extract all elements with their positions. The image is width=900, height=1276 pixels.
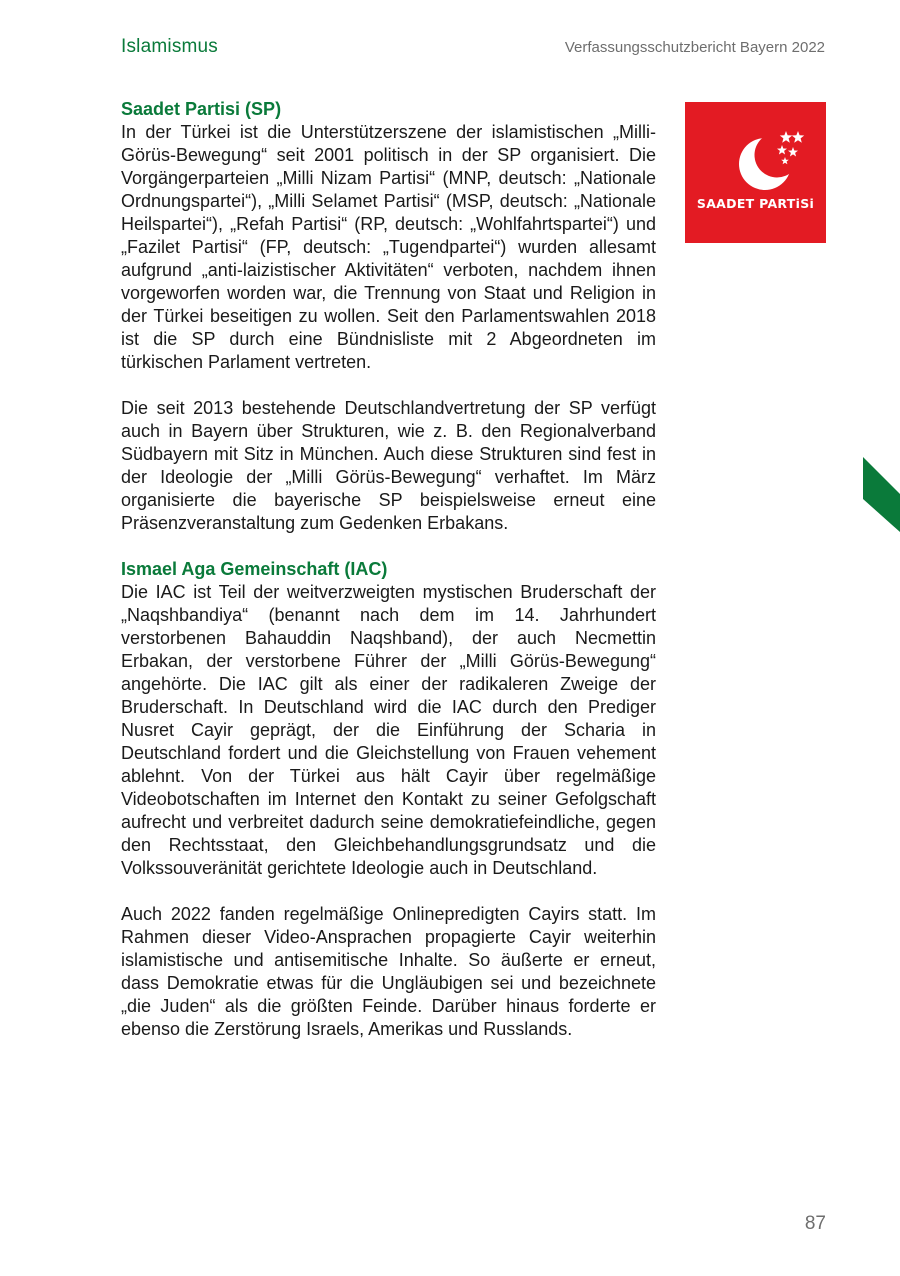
logo-wordmark: SAADET PARTiSi xyxy=(696,196,815,211)
section-title-sp: Saadet Partisi (SP) xyxy=(121,99,282,119)
running-header-publication: Verfassungsschutzbericht Bayern 2022 xyxy=(564,39,825,56)
main-content xyxy=(121,98,656,1041)
paragraph-iac-2: Auch 2022 fanden regelmäßige Onlinepredigten Cayirs statt. Im Rahmen dieser Video-Ansprachen propagierte Cayir weiterhin islamistische und antisemitische Inhalte. So äußerte er erneut, dass Demokratie etwas für die Ungläubigen sei und bezeichnete „die Juden“ als die größten Feinde. Darüber hinaus forderte er ebenso die Zerstörung Israels, Amerikas und Russlands. xyxy=(121,904,656,1039)
paragraph-sp-2: Die seit 2013 bestehende Deutschlandvertretung der SP verfügt auch in Bayern über Strukturen, wie z. B. den Regionalverband Südbayern mit Sitz in München. Auch diese Strukturen sind fest in der Ideologie der „Milli Görüs-Bewegung“ verhaftet. Im März organisierte die bayerische SP beispielsweise erneut eine Präsenzveranstaltung zum Gedenken Erbakans. xyxy=(121,398,656,533)
crescent-and-stars-icon xyxy=(685,102,826,243)
section-title-iac: Ismael Aga Gemeinschaft (IAC) xyxy=(121,559,388,579)
paragraph-sp-1: In der Türkei ist die Unterstützerszene der islamistischen „Milli-Görüs-Bewegung“ seit 2001 politisch in der SP organisiert. Die Vorgängerparteien „Milli Nizam Partisi“ (MNP, deutsch: „Nationale Ordnungspartei“), „Milli Selamet Partisi“ (MSP, deutsch: „Nationale Heilspartei“), „Refah Partisi“ (RP, deutsch: „Wohlfahrtspartei“) und „Fazilet Partisi“ (FP, deutsch: „Tugendpartei“) wurden allesamt aufgrund „anti-laizistischer Aktivitäten“ verboten, nachdem ihnen vorgeworfen worden war, die Trennung von Staat und Religion in der Türkei beseitigen zu wollen. Seit den Parlamentswahlen 2018 ist die SP durch eine Bündnisliste mit 2 Abgeordneten im türkischen Parlament vertreten. xyxy=(121,122,656,372)
paragraph-iac-1: Die IAC ist Teil der weitverzweigten mystischen Bruderschaft der „Naqshbandiya“ (benannt nach dem im 14. Jahrhundert verstorbenen Bahauddin Naqshband), der auch Necmettin Erbakan, der verstorbene Führer der „Milli Görüs-Bewegung“ angehörte. Die IAC gilt als einer der radikaleren Zweige der Bruderschaft. In Deutschland wird die IAC durch den Prediger Nusret Cayir geprägt, der die Einführung der Scharia in Deutschland fordert und die Gleichstellung von Frauen vehement ablehnt. Von der Türkei aus hält Cayir über regelmäßige Videobotschaften im Internet den Kontakt zu seiner Gefolgschaft aufrecht und verbreitet dadurch seine demokratiefeindliche, gegen den Rechtsstaat, den Gleichbehandlungsgrundsatz und die Volkssouveränität gerichtete Ideologie auch in Deutschland. xyxy=(121,582,656,878)
chapter-tab-marker xyxy=(863,457,900,532)
saadet-partisi-logo xyxy=(685,102,826,243)
running-header-section: Islamismus xyxy=(121,36,219,57)
page-number: 87 xyxy=(804,1213,826,1234)
